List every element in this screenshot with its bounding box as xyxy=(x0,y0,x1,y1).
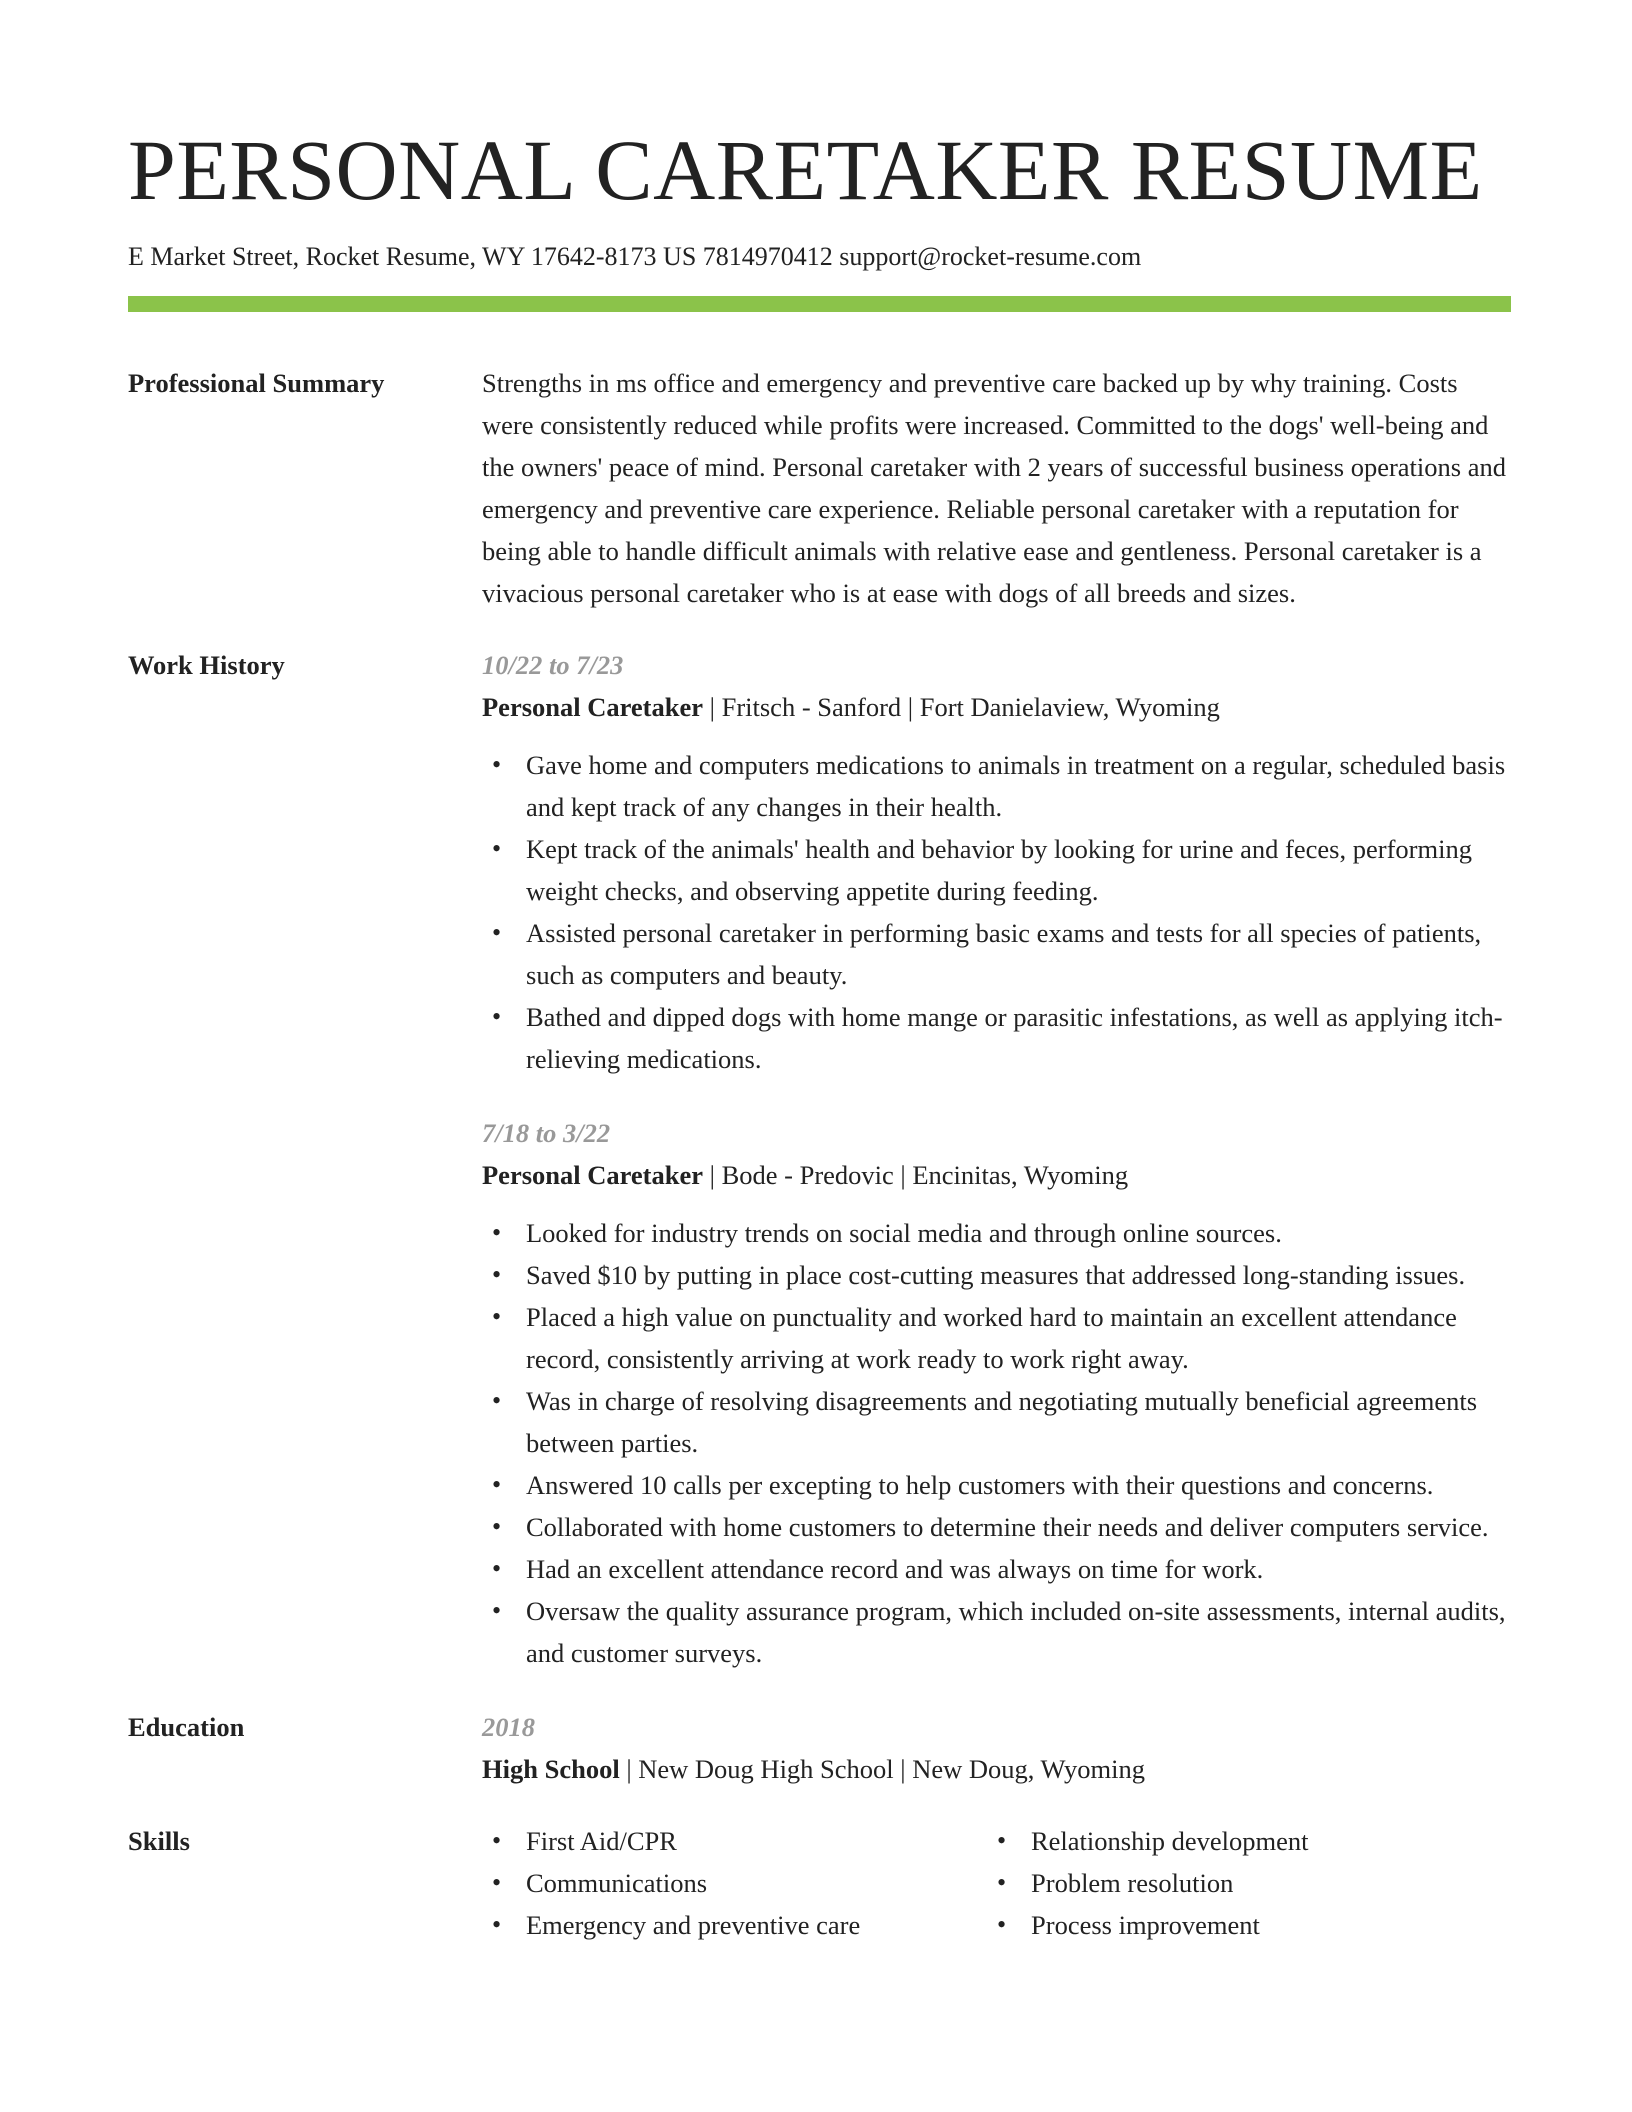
list-item: • Saved $10 by putting in place cost-cutting measures that addressed long-standing issues. xyxy=(482,1254,1511,1296)
list-item: • Was in charge of resolving disagreements and negotiating mutually beneficial agreements between parties. xyxy=(482,1380,1511,1464)
skills-list-left xyxy=(482,1820,987,1946)
job-title-line xyxy=(482,686,1511,728)
job-title-line xyxy=(482,1154,1511,1196)
section-label-summary: Professional Summary xyxy=(128,368,385,398)
job-employer-location: | Bode - Predovic | Encinitas, Wyoming xyxy=(703,1160,1129,1190)
list-item: • Collaborated with home customers to determine their needs and deliver computers service. xyxy=(482,1506,1511,1548)
list-item: • Relationship development xyxy=(987,1820,1492,1862)
education-section xyxy=(128,1706,1511,1790)
work-history-section xyxy=(128,644,1511,1674)
education-body xyxy=(482,1706,1511,1790)
education-line xyxy=(482,1748,1511,1790)
job-duties-list xyxy=(482,744,1511,1080)
list-item: • Bathed and dipped dogs with home mange or parasitic infestations, as well as applying itch-relieving medications. xyxy=(482,996,1511,1080)
skills-columns xyxy=(482,1820,1511,1946)
contact-line: E Market Street, Rocket Resume, WY 17642-8173 US 7814970412 support@rocket-resume.com xyxy=(128,242,1142,271)
job-date: 7/18 to 3/22 xyxy=(482,1118,611,1148)
job-entry xyxy=(482,644,1511,1080)
skills-list-right xyxy=(987,1820,1492,1946)
work-history-body xyxy=(482,644,1511,1674)
list-item: • Emergency and preventive care xyxy=(482,1904,987,1946)
job-date: 10/22 to 7/23 xyxy=(482,650,624,680)
job-entry xyxy=(482,1112,1511,1674)
list-item: • Looked for industry trends on social media and through online sources. xyxy=(482,1212,1511,1254)
list-item: • Problem resolution xyxy=(987,1862,1492,1904)
list-item: • Process improvement xyxy=(987,1904,1492,1946)
list-item: • Answered 10 calls per excepting to help customers with their questions and concerns. xyxy=(482,1464,1511,1506)
resume-page xyxy=(128,120,1511,1946)
list-item: • Placed a high value on punctuality and worked hard to maintain an excellent attendance record, consistently arriving at work ready to work right away. xyxy=(482,1296,1511,1380)
list-item: • Kept track of the animals' health and behavior by looking for urine and feces, performing weight checks, and observing appetite during feeding. xyxy=(482,828,1511,912)
list-item: • Had an excellent attendance record and was always on time for work. xyxy=(482,1548,1511,1590)
job-employer-location: | Fritsch - Sanford | Fort Danielaview, Wyoming xyxy=(703,692,1220,722)
section-label-work-history: Work History xyxy=(128,650,285,680)
summary-text: Strengths in ms office and emergency and preventive care backed up by why training. Costs were consistently reduced while profits were increased. Committed to the dogs' well-being and the owners' peace of mind. Personal caretaker with 2 years of successful business operations and emergency and preventive care experience. Reliable personal caretaker with a reputation for being able to handle difficult animals with relative ease and gentleness. Personal caretaker is a vivacious personal caretaker who is at ease with dogs of all breeds and sizes. xyxy=(482,368,1506,608)
professional-summary-section xyxy=(128,362,1511,614)
education-school-location: | New Doug High School | New Doug, Wyoming xyxy=(619,1754,1145,1784)
education-degree: High School xyxy=(482,1754,620,1784)
section-label-education: Education xyxy=(128,1712,245,1742)
list-item: • First Aid/CPR xyxy=(482,1820,987,1862)
list-item: • Communications xyxy=(482,1862,987,1904)
section-label-skills: Skills xyxy=(128,1826,190,1856)
header-divider xyxy=(128,296,1511,312)
list-item: • Oversaw the quality assurance program, which included on-site assessments, internal audits, and customer surveys. xyxy=(482,1590,1511,1674)
job-duties-list xyxy=(482,1212,1511,1674)
education-date: 2018 xyxy=(482,1712,535,1742)
job-role: Personal Caretaker xyxy=(482,1160,704,1190)
resume-title: PERSONAL CARETAKER RESUME xyxy=(128,122,1483,218)
job-role: Personal Caretaker xyxy=(482,692,704,722)
list-item: • Assisted personal caretaker in performing basic exams and tests for all species of patients, such as computers and beauty. xyxy=(482,912,1511,996)
skills-section xyxy=(128,1820,1511,1946)
list-item: • Gave home and computers medications to animals in treatment on a regular, scheduled basis and kept track of any changes in their health. xyxy=(482,744,1511,828)
